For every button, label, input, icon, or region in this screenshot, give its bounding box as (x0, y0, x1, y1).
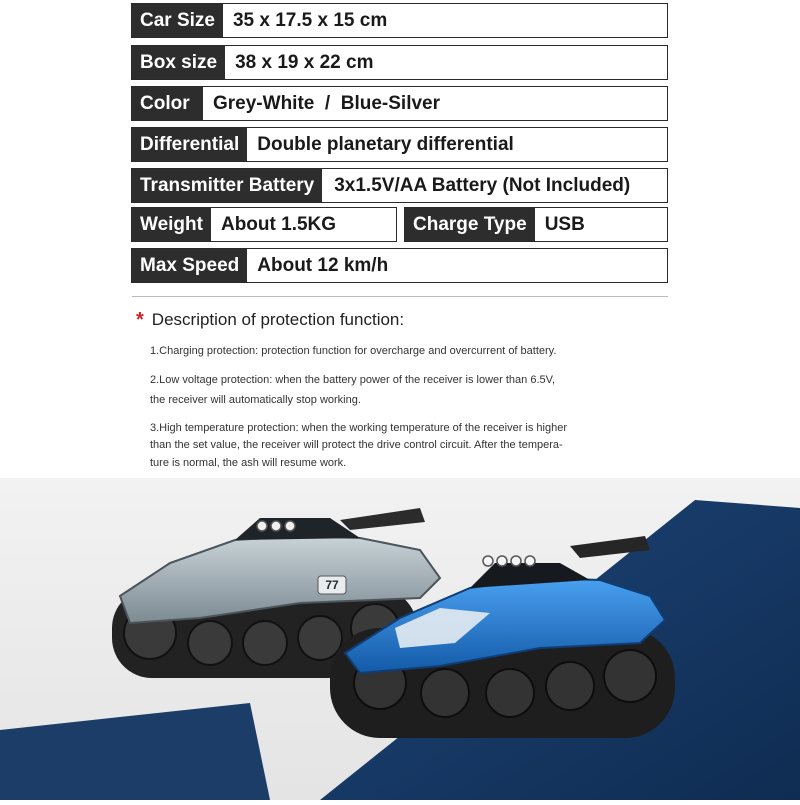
spec-row-box-size (131, 45, 668, 80)
spec-row-color (131, 86, 668, 121)
spec-value: Grey-White / Blue-Silver (213, 92, 440, 114)
spec-row-transmitter-battery (131, 168, 668, 203)
spec-label: Car Size (132, 4, 223, 37)
blue-car-light-icon (497, 556, 507, 566)
spec-label: Box size (132, 46, 225, 79)
blue-car-light-icon (525, 556, 535, 566)
spec-value: About 1.5KG (220, 213, 337, 235)
grey-car-wheel (298, 616, 342, 660)
section-divider (132, 296, 668, 297)
rc-tank-cars-illustration (0, 478, 800, 800)
spec-value: 3x1.5V/AA Battery (Not Included) (334, 174, 631, 196)
spec-label: Color (132, 87, 203, 120)
spec-row-max-speed (131, 248, 668, 283)
spec-label: Weight (132, 208, 211, 241)
description-item-3-line-1: 3.High temperature protection: when the working temperature of the receiver is higher (150, 422, 567, 434)
spec-value: USB (544, 213, 585, 235)
asterisk-icon: * (136, 309, 144, 331)
spec-value: 38 x 19 x 22 cm (235, 51, 374, 73)
description-item-2-line-1: 2.Low voltage protection: when the battery power of the receiver is lower than 6.5V, (150, 374, 555, 386)
spec-value: 35 x 17.5 x 15 cm (232, 9, 388, 31)
spec-value: Double planetary differential (257, 133, 514, 155)
grey-car-light-icon (285, 521, 295, 531)
description-title-text: Description of protection function: (151, 310, 405, 329)
blue-car-light-icon (483, 556, 493, 566)
description-item-3-line-3: ture is normal, the ash will resume work. (150, 457, 347, 469)
blue-car-wheel (546, 662, 594, 710)
spec-row-charge-type (404, 207, 668, 242)
grey-car-light-icon (271, 521, 281, 531)
blue-car-wheel (421, 669, 469, 717)
spec-label: Max Speed (132, 249, 247, 282)
spec-value: About 12 km/h (257, 254, 389, 276)
description-title (136, 310, 404, 330)
description-item-2-line-2: the receiver will automatically stop working. (150, 394, 361, 406)
blue-car-light-icon (511, 556, 521, 566)
blue-car-wheel (604, 650, 656, 702)
spec-label: Charge Type (405, 208, 535, 241)
spec-label: Transmitter Battery (132, 169, 322, 202)
spec-label: Differential (132, 128, 247, 161)
spec-row-differential (131, 127, 668, 162)
grey-car-wheel (188, 621, 232, 665)
description-item-3-line-2: than the set value, the receiver will protect the drive control circuit. After the tempera- (150, 439, 563, 451)
grey-car-number: 77 (325, 578, 339, 592)
grey-car-wheel (243, 621, 287, 665)
spec-row-car-size (131, 3, 668, 38)
spec-row-weight (131, 207, 397, 242)
product-photo (0, 478, 800, 800)
description-item-1: 1.Charging protection: protection function for overcharge and overcurrent of battery. (150, 345, 557, 357)
grey-car-light-icon (257, 521, 267, 531)
blue-car-wheel (486, 669, 534, 717)
